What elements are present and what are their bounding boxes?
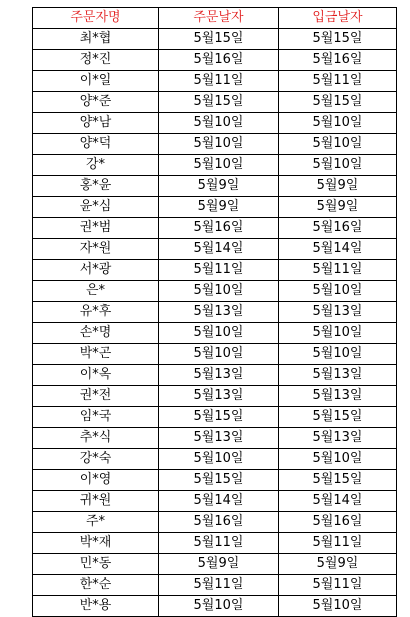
table-row bbox=[33, 50, 397, 71]
cell-order-date: 5월9일 bbox=[159, 197, 279, 218]
cell-payment-date: 5월10일 bbox=[279, 596, 397, 617]
cell-payment-date: 5월15일 bbox=[279, 29, 397, 50]
cell-order-date: 5월9일 bbox=[159, 554, 279, 575]
table-row bbox=[33, 596, 397, 617]
cell-name: 서*광 bbox=[33, 260, 159, 281]
cell-payment-date: 5월14일 bbox=[279, 239, 397, 260]
cell-name: 추*식 bbox=[33, 428, 159, 449]
cell-payment-date: 5월13일 bbox=[279, 302, 397, 323]
cell-name: 주* bbox=[33, 512, 159, 533]
table-header bbox=[33, 8, 397, 29]
column-header-payment-date: 입금날자 bbox=[279, 8, 397, 29]
table-body bbox=[33, 29, 397, 617]
table-row bbox=[33, 134, 397, 155]
cell-name: 이*옥 bbox=[33, 365, 159, 386]
cell-name: 홍*윤 bbox=[33, 176, 159, 197]
cell-order-date: 5월10일 bbox=[159, 596, 279, 617]
table-row bbox=[33, 575, 397, 596]
table-row bbox=[33, 29, 397, 50]
cell-name: 강*숙 bbox=[33, 449, 159, 470]
table-row bbox=[33, 512, 397, 533]
cell-payment-date: 5월11일 bbox=[279, 260, 397, 281]
cell-order-date: 5월15일 bbox=[159, 407, 279, 428]
cell-name: 권*범 bbox=[33, 218, 159, 239]
order-table bbox=[32, 7, 397, 617]
cell-order-date: 5월14일 bbox=[159, 491, 279, 512]
table-row bbox=[33, 155, 397, 176]
cell-payment-date: 5월10일 bbox=[279, 344, 397, 365]
cell-payment-date: 5월10일 bbox=[279, 113, 397, 134]
cell-name: 귀*원 bbox=[33, 491, 159, 512]
cell-payment-date: 5월16일 bbox=[279, 218, 397, 239]
table-row bbox=[33, 113, 397, 134]
cell-order-date: 5월15일 bbox=[159, 29, 279, 50]
header-row bbox=[33, 8, 397, 29]
cell-name: 최*협 bbox=[33, 29, 159, 50]
cell-name: 반*용 bbox=[33, 596, 159, 617]
cell-payment-date: 5월10일 bbox=[279, 449, 397, 470]
cell-payment-date: 5월11일 bbox=[279, 71, 397, 92]
cell-order-date: 5월11일 bbox=[159, 71, 279, 92]
table-row bbox=[33, 344, 397, 365]
table-row bbox=[33, 260, 397, 281]
cell-payment-date: 5월13일 bbox=[279, 386, 397, 407]
cell-order-date: 5월15일 bbox=[159, 470, 279, 491]
cell-payment-date: 5월10일 bbox=[279, 155, 397, 176]
column-header-order-date: 주문날자 bbox=[159, 8, 279, 29]
cell-payment-date: 5월9일 bbox=[279, 197, 397, 218]
cell-order-date: 5월13일 bbox=[159, 386, 279, 407]
cell-payment-date: 5월10일 bbox=[279, 323, 397, 344]
cell-payment-date: 5월9일 bbox=[279, 176, 397, 197]
table-row bbox=[33, 176, 397, 197]
table-row bbox=[33, 386, 397, 407]
cell-name: 윤*심 bbox=[33, 197, 159, 218]
table-row bbox=[33, 197, 397, 218]
cell-order-date: 5월10일 bbox=[159, 323, 279, 344]
table-row bbox=[33, 239, 397, 260]
table-row bbox=[33, 491, 397, 512]
cell-payment-date: 5월15일 bbox=[279, 470, 397, 491]
cell-name: 양*남 bbox=[33, 113, 159, 134]
cell-order-date: 5월14일 bbox=[159, 239, 279, 260]
cell-name: 양*덕 bbox=[33, 134, 159, 155]
table-row bbox=[33, 428, 397, 449]
cell-name: 임*국 bbox=[33, 407, 159, 428]
cell-order-date: 5월16일 bbox=[159, 218, 279, 239]
cell-order-date: 5월10일 bbox=[159, 113, 279, 134]
cell-payment-date: 5월14일 bbox=[279, 491, 397, 512]
cell-name: 민*동 bbox=[33, 554, 159, 575]
table-row bbox=[33, 470, 397, 491]
cell-name: 강* bbox=[33, 155, 159, 176]
cell-name: 박*곤 bbox=[33, 344, 159, 365]
cell-order-date: 5월15일 bbox=[159, 92, 279, 113]
cell-name: 박*재 bbox=[33, 533, 159, 554]
cell-payment-date: 5월10일 bbox=[279, 134, 397, 155]
cell-name: 이*영 bbox=[33, 470, 159, 491]
cell-payment-date: 5월15일 bbox=[279, 407, 397, 428]
cell-payment-date: 5월16일 bbox=[279, 512, 397, 533]
cell-order-date: 5월10일 bbox=[159, 155, 279, 176]
cell-name: 정*진 bbox=[33, 50, 159, 71]
table-row bbox=[33, 407, 397, 428]
cell-payment-date: 5월9일 bbox=[279, 554, 397, 575]
cell-payment-date: 5월11일 bbox=[279, 533, 397, 554]
table-row bbox=[33, 92, 397, 113]
table-row bbox=[33, 449, 397, 470]
table-row bbox=[33, 302, 397, 323]
cell-payment-date: 5월10일 bbox=[279, 281, 397, 302]
cell-order-date: 5월10일 bbox=[159, 134, 279, 155]
table-row bbox=[33, 533, 397, 554]
cell-order-date: 5월13일 bbox=[159, 302, 279, 323]
column-header-name: 주문자명 bbox=[33, 8, 159, 29]
cell-order-date: 5월16일 bbox=[159, 512, 279, 533]
table-row bbox=[33, 365, 397, 386]
cell-payment-date: 5월11일 bbox=[279, 575, 397, 596]
cell-name: 한*순 bbox=[33, 575, 159, 596]
cell-order-date: 5월11일 bbox=[159, 260, 279, 281]
cell-order-date: 5월10일 bbox=[159, 449, 279, 470]
cell-payment-date: 5월13일 bbox=[279, 428, 397, 449]
cell-name: 은* bbox=[33, 281, 159, 302]
cell-order-date: 5월11일 bbox=[159, 533, 279, 554]
table-row bbox=[33, 218, 397, 239]
cell-name: 자*원 bbox=[33, 239, 159, 260]
cell-order-date: 5월11일 bbox=[159, 575, 279, 596]
cell-order-date: 5월13일 bbox=[159, 428, 279, 449]
cell-payment-date: 5월15일 bbox=[279, 92, 397, 113]
cell-name: 양*준 bbox=[33, 92, 159, 113]
table-row bbox=[33, 323, 397, 344]
cell-order-date: 5월9일 bbox=[159, 176, 279, 197]
cell-name: 유*후 bbox=[33, 302, 159, 323]
cell-payment-date: 5월13일 bbox=[279, 365, 397, 386]
cell-name: 이*일 bbox=[33, 71, 159, 92]
cell-order-date: 5월16일 bbox=[159, 50, 279, 71]
cell-name: 권*전 bbox=[33, 386, 159, 407]
table-row bbox=[33, 71, 397, 92]
cell-name: 손*명 bbox=[33, 323, 159, 344]
cell-order-date: 5월13일 bbox=[159, 365, 279, 386]
cell-order-date: 5월10일 bbox=[159, 344, 279, 365]
table-row bbox=[33, 554, 397, 575]
cell-order-date: 5월10일 bbox=[159, 281, 279, 302]
cell-payment-date: 5월16일 bbox=[279, 50, 397, 71]
table-row bbox=[33, 281, 397, 302]
